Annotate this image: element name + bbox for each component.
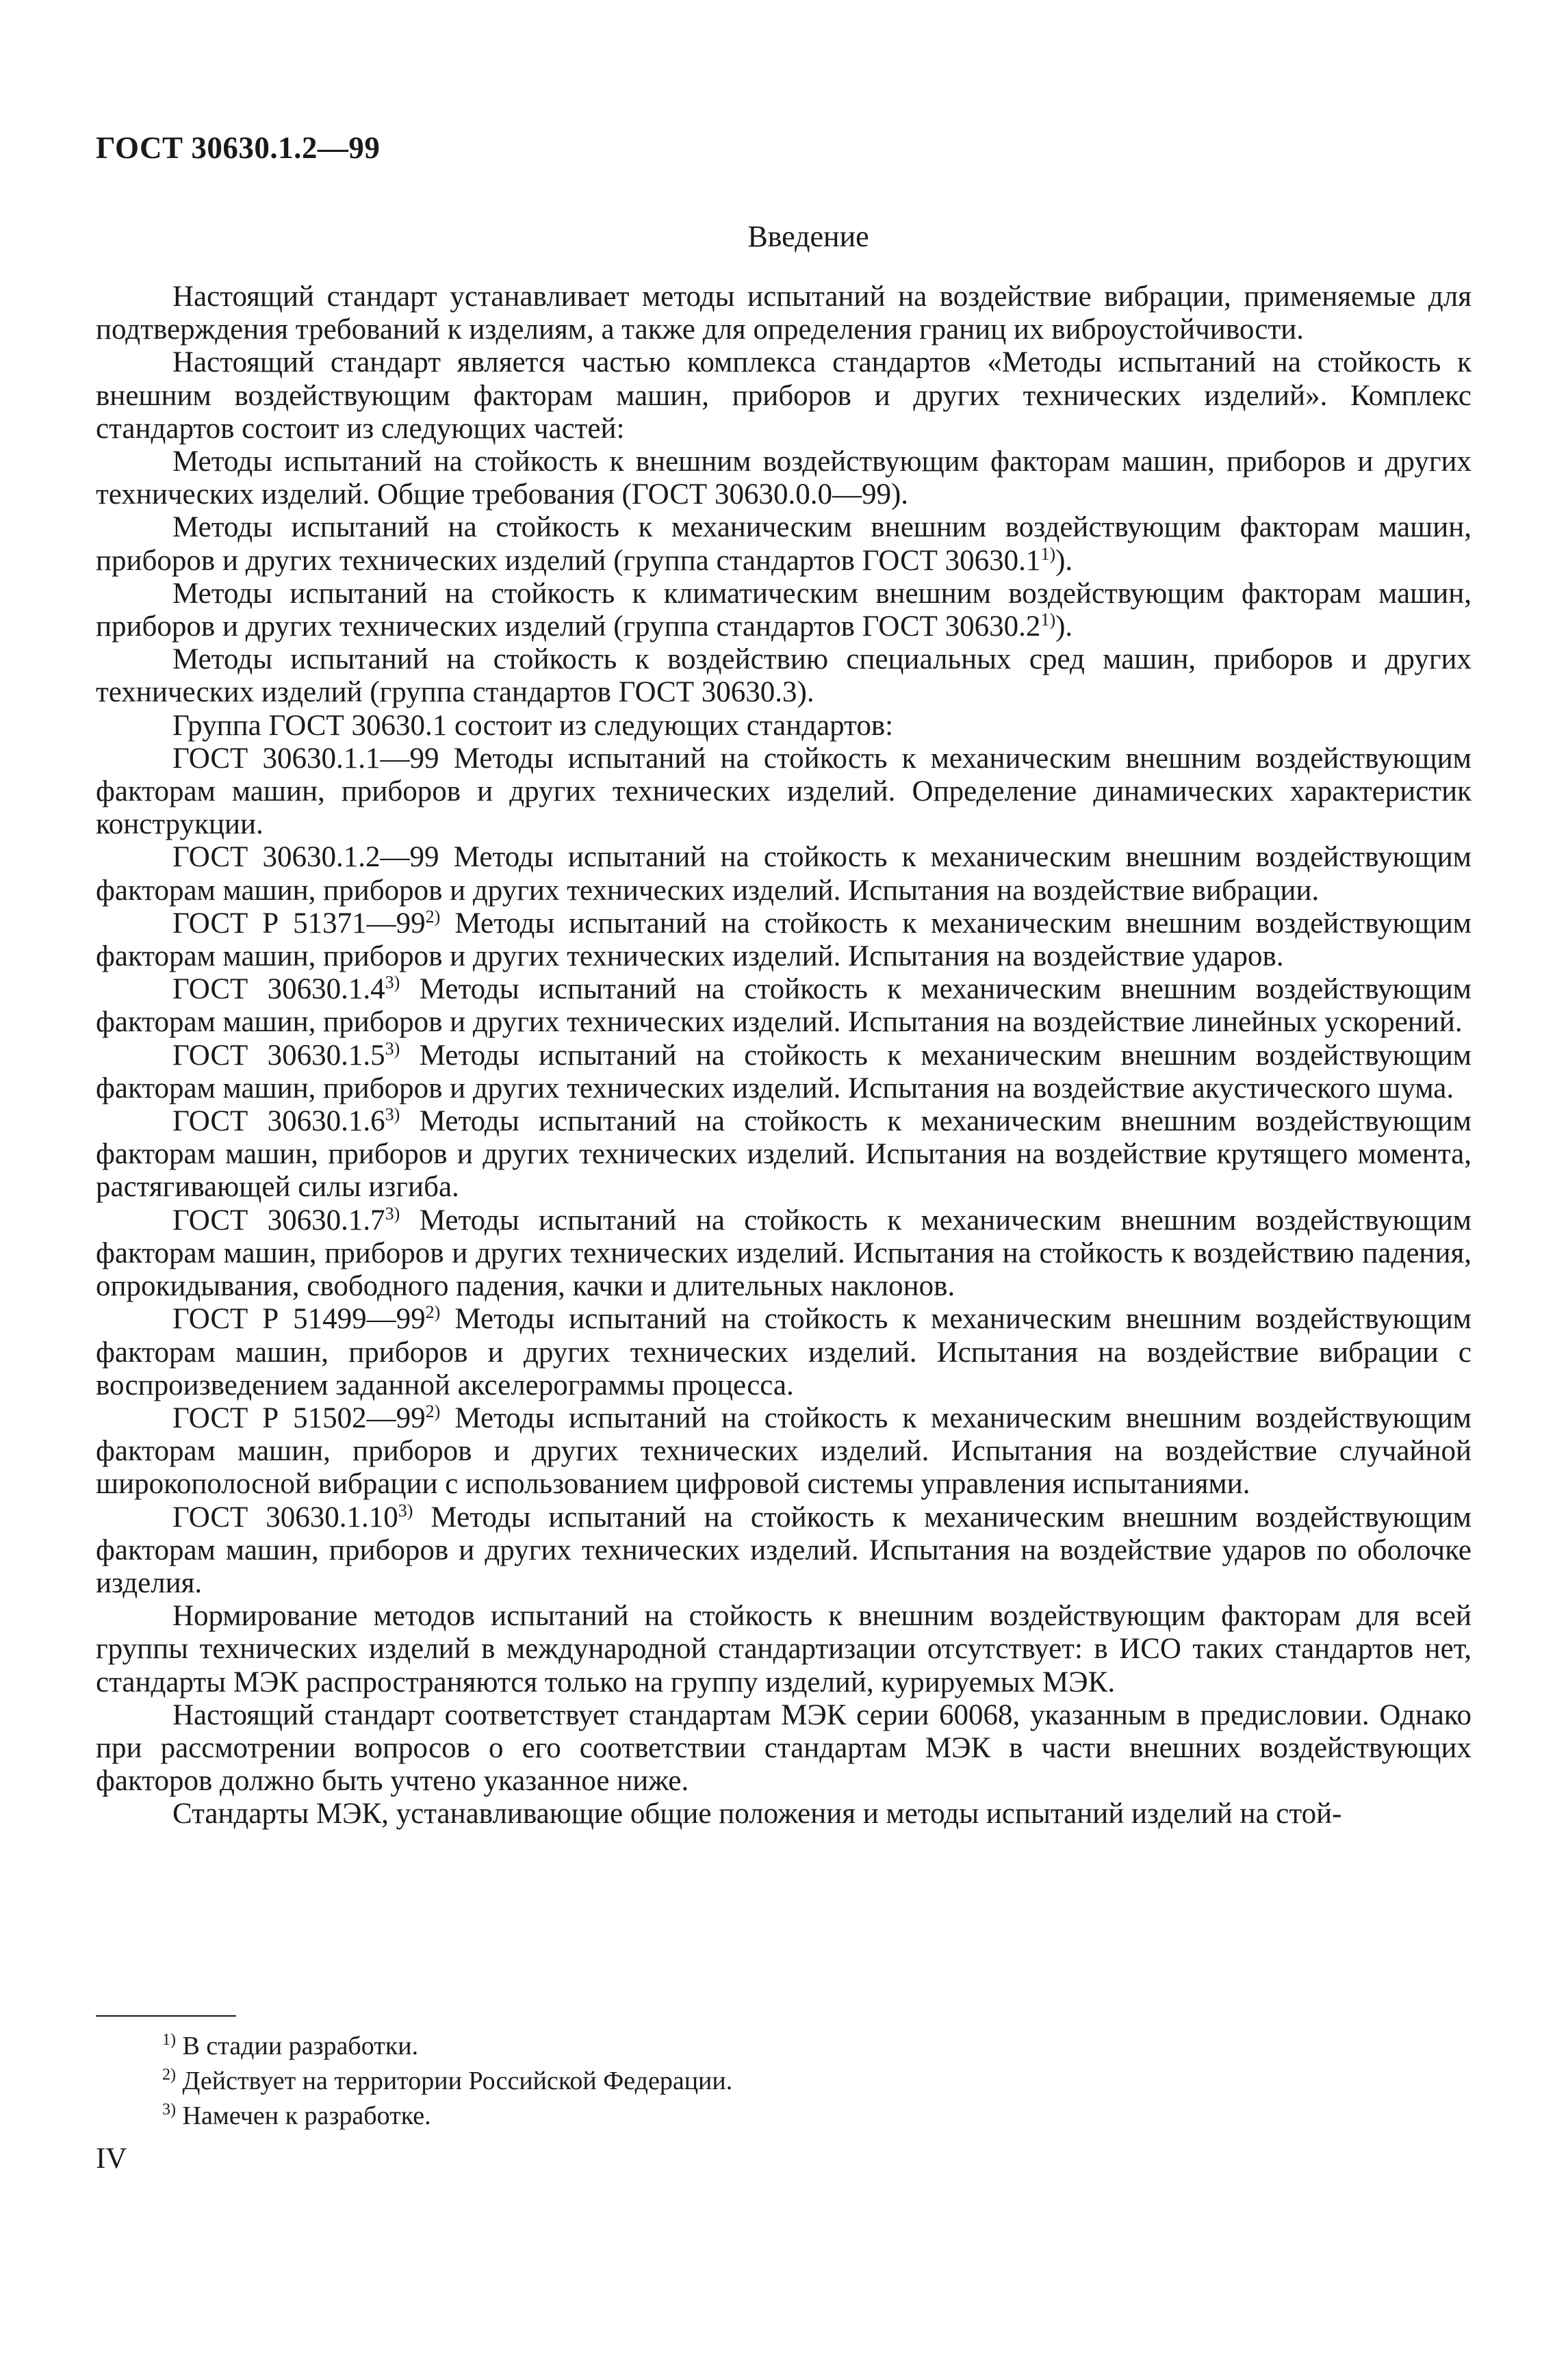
- page-number: IV: [96, 2143, 127, 2175]
- running-header: ГОСТ 30630.1.2—99: [96, 131, 381, 165]
- standard-item: ГОСТ 30630.1.1—99 Методы испытаний на стойкость к механическим внешним воздействующим факторам машин, приборов и других технических изделий. Определение динамических характеристик конструкции.: [96, 742, 1472, 841]
- standard-item: ГОСТ 30630.1.10$^{3)}$ Методы испытаний на стойкость к механическим внешним воздействующим факторам машин, приборов и других технических изделий. Испытания на воздействие ударов по оболочке изделия.: [96, 1500, 1472, 1599]
- paragraph-part-special: Методы испытаний на стойкость к воздействию специальных сред машин, приборов и других технических изделий (группа стандартов ГОСТ 30630.3).: [96, 643, 1472, 709]
- paragraph-part-climatic: Методы испытаний на стойкость к климатическим внешним воздействующим факторам машин, приборов и других технических изделий (группа стандартов ГОСТ 30630.2$^{1)}$).: [96, 577, 1472, 643]
- footnotes: [162, 2029, 732, 2134]
- paragraph-iec-standards: Стандарты МЭК, устанавливающие общие положения и методы испытаний изделий на стой-: [172, 1798, 1342, 1831]
- footnote: $^{3)}$ Намечен к разработке.: [162, 2101, 431, 2130]
- standard-item: ГОСТ Р 51502—99$^{2)}$ Методы испытаний на стойкость к механическим внешним воздействующим факторам машин, приборов и других технических изделий. Испытания на воздействие случайной широкополосной вибрации с использованием цифровой системы управления испытаниями.: [96, 1401, 1472, 1501]
- paragraph-complex: Настоящий стандарт является частью комплекса стандартов «Методы испытаний на стойкость к внешним воздействующим факторам машин, приборов и других технических изделий». Комплекс стандартов состоит из следующих частей:: [96, 346, 1472, 445]
- standard-item: ГОСТ Р 51499—99$^{2)}$ Методы испытаний на стойкость к механическим внешним воздействующим факторам машин, приборов и других технических изделий. Испытания на воздействие вибрации с воспроизведением заданной акселерограммы процесса.: [96, 1302, 1472, 1401]
- paragraph-normalization: Нормирование методов испытаний на стойкость к внешним воздействующим факторам для всей группы технических изделий в международной стандартизации отсутствует: в ИСО таких стандартов нет, стандарты МЭК распространяются только на группу изделий, курируемых МЭК.: [96, 1600, 1472, 1698]
- standard-item: ГОСТ 30630.1.7$^{3)}$ Методы испытаний на стойкость к механическим внешним воздействующим факторам машин, приборов и других технических изделий. Испытания на стойкость к воздействию падения, опрокидывания, свободного падения, качки и длительных наклонов.: [96, 1203, 1472, 1303]
- footnote-divider: [96, 2015, 236, 2017]
- paragraph-part-general: Методы испытаний на стойкость к внешним воздействующим факторам машин, приборов и других технических изделий. Общие требования (ГОСТ 30630.0.0—99).: [96, 445, 1472, 511]
- footnote: $^{1)}$ В стадии разработки.: [162, 2031, 419, 2060]
- paragraph-iec-correspondence: Настоящий стандарт соответствует стандартам МЭК серии 60068, указанным в предисловии. Однако при рассмотрении вопросов о его соответствии стандартам МЭК в части внешних воздействующих факторов должно быть учтено указанное ниже.: [96, 1698, 1472, 1798]
- standard-item: ГОСТ 30630.1.5$^{3)}$ Методы испытаний на стойкость к механическим внешним воздействующим факторам машин, приборов и других технических изделий. Испытания на воздействие акустического шума.: [96, 1038, 1472, 1104]
- standard-item: ГОСТ 30630.1.4$^{3)}$ Методы испытаний на стойкость к механическим внешним воздействующим факторам машин, приборов и других технических изделий. Испытания на воздействие линейных ускорений.: [96, 972, 1472, 1039]
- standard-item: ГОСТ 30630.1.2—99 Методы испытаний на стойкость к механическим внешним воздействующим факторам машин, приборов и других технических изделий. Испытания на воздействие вибрации.: [96, 841, 1472, 907]
- paragraph-part-mechanical: Методы испытаний на стойкость к механическим внешним воздействующим факторам машин, приборов и других технических изделий (группа стандартов ГОСТ 30630.1$^{1)}$).: [96, 511, 1472, 577]
- section-title: Введение: [747, 220, 869, 253]
- paragraph-intro: Настоящий стандарт устанавливает методы испытаний на воздействие вибрации, применяемые для подтверждения требований к изделиям, а также для определения границ их виброустойчивости.: [96, 281, 1472, 346]
- body-text: [96, 281, 1472, 1831]
- footnote: $^{2)}$ Действует на территории Российской Федерации.: [162, 2066, 733, 2095]
- standard-item: ГОСТ 30630.1.6$^{3)}$ Методы испытаний на стойкость к механическим внешним воздействующим факторам машин, приборов и других технических изделий. Испытания на воздействие крутящего момента, растягивающей силы изгиба.: [96, 1104, 1472, 1204]
- standard-item: ГОСТ Р 51371—99$^{2)}$ Методы испытаний на стойкость к механическим внешним воздействующим факторам машин, приборов и других технических изделий. Испытания на воздействие ударов.: [96, 906, 1472, 973]
- paragraph-group: Группа ГОСТ 30630.1 состоит из следующих стандартов:: [172, 709, 894, 742]
